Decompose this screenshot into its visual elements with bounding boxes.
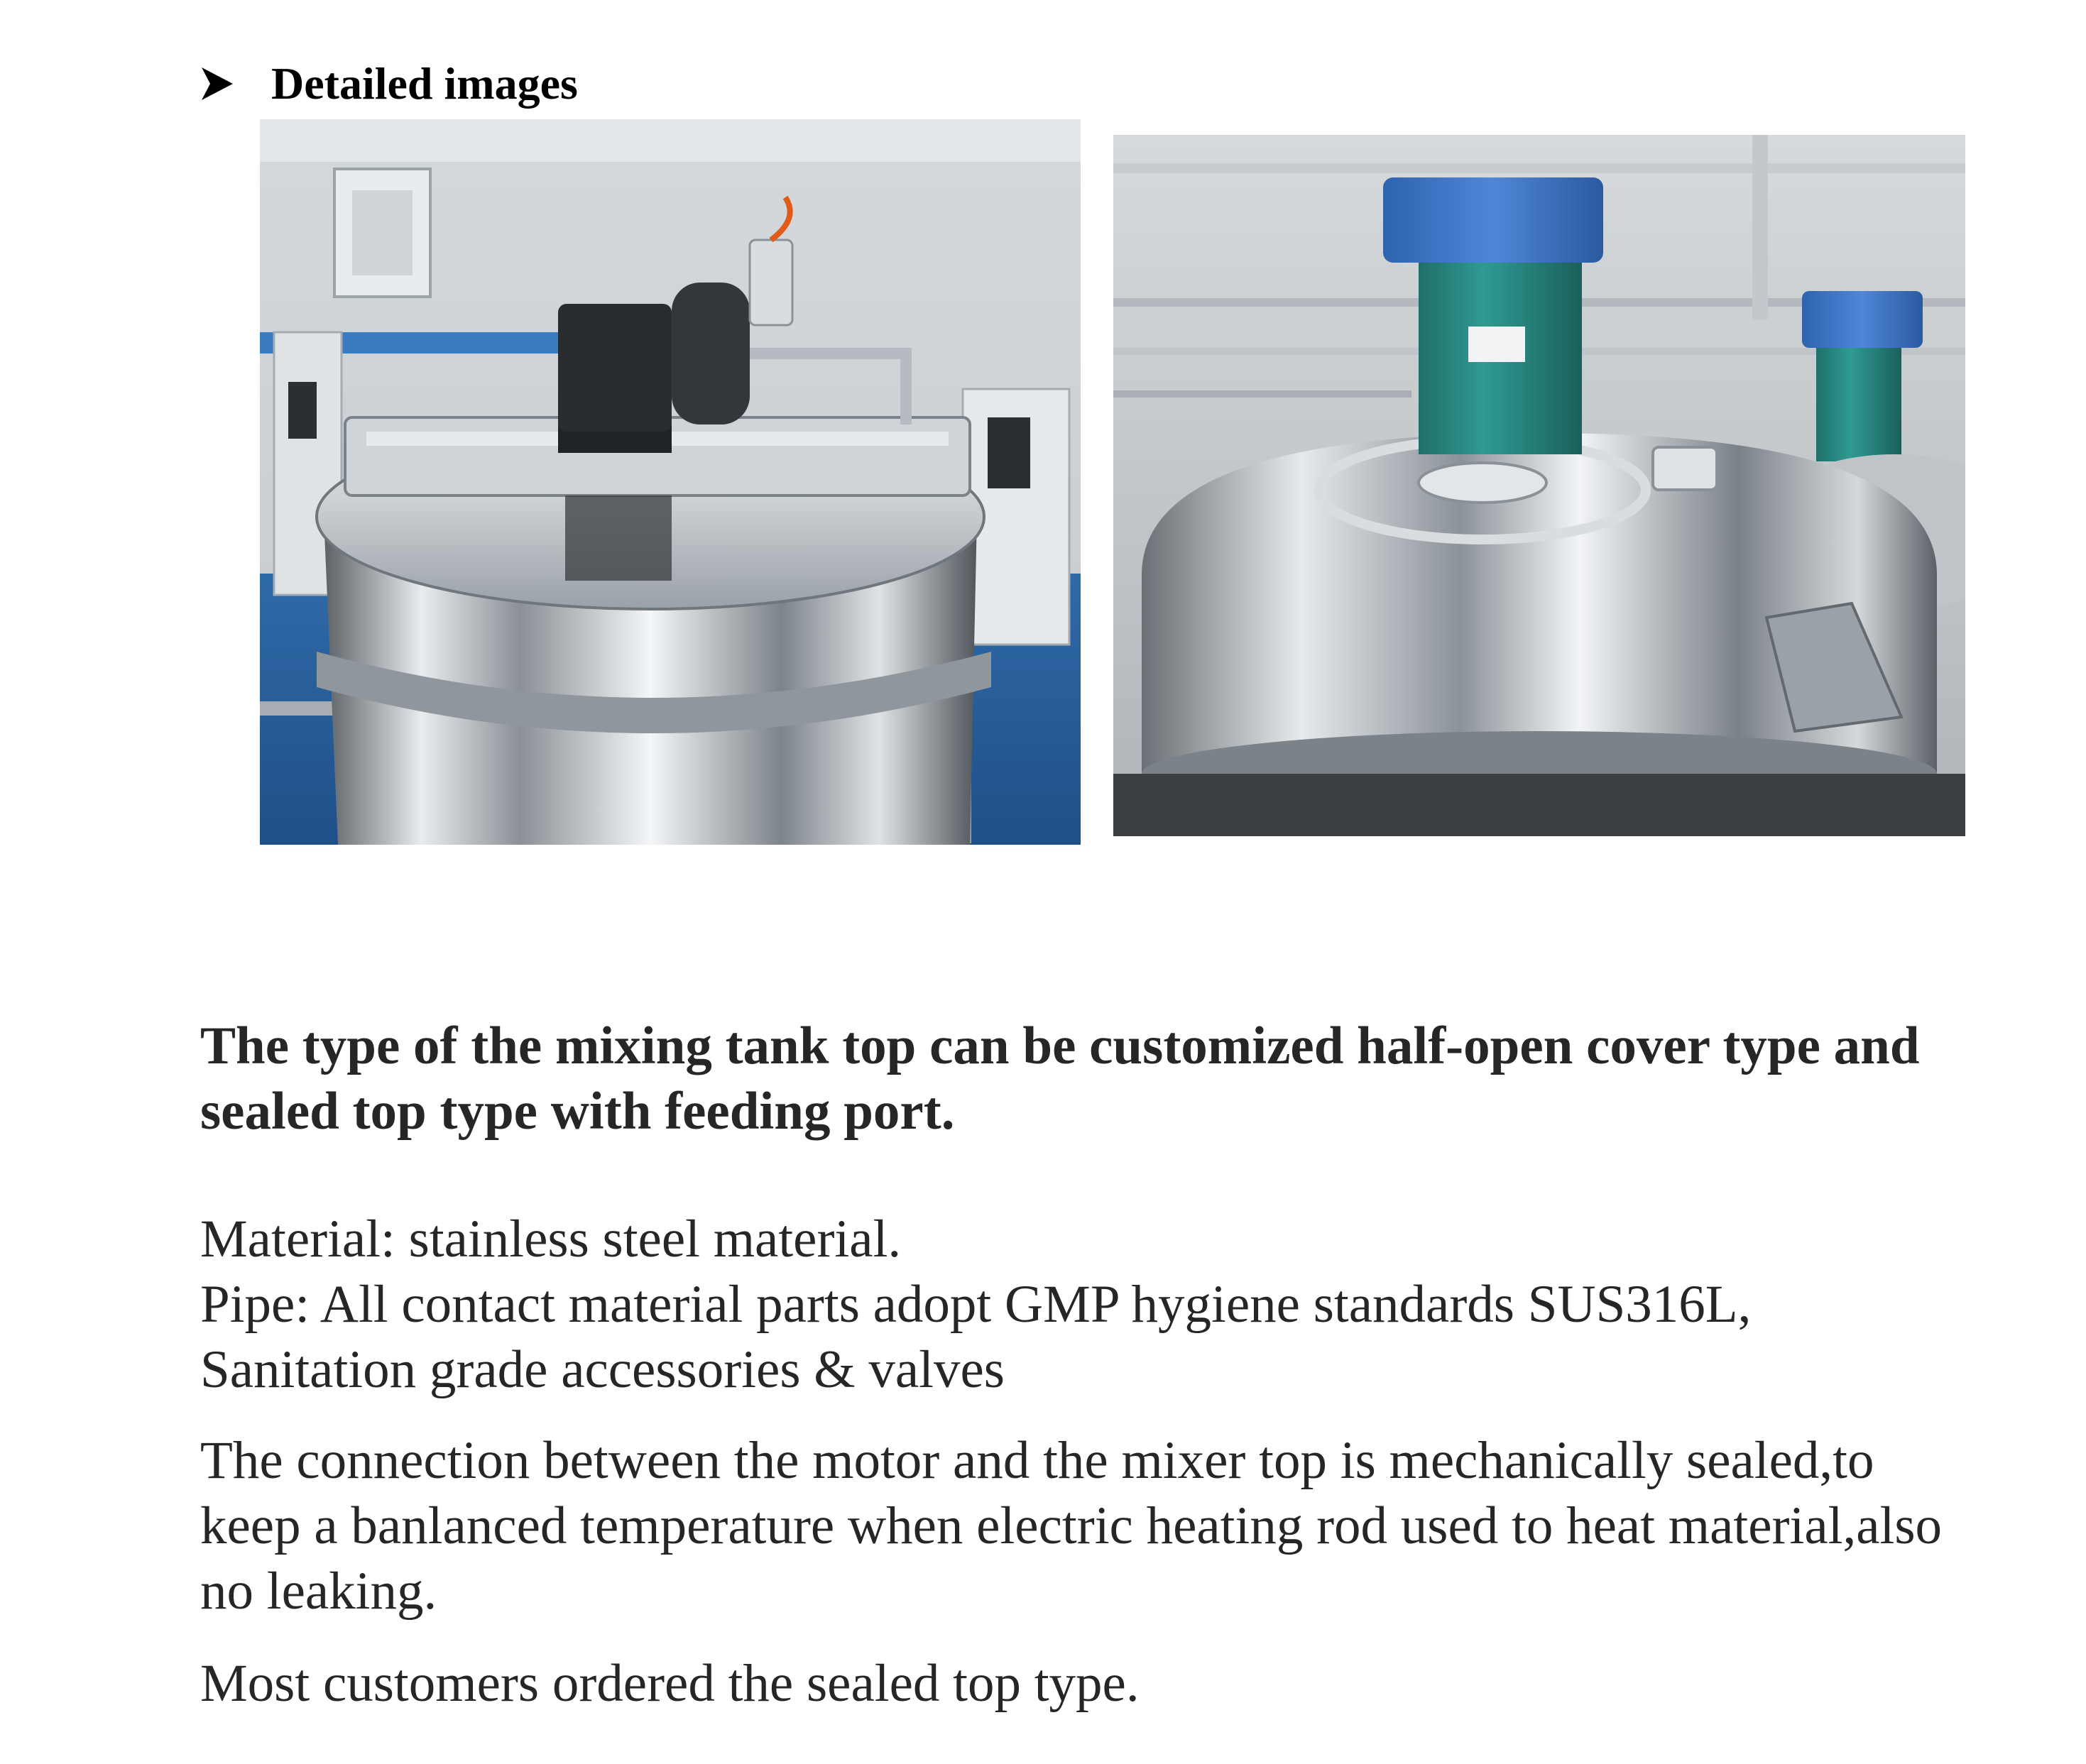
half-open-cover-tank-photo	[260, 119, 1081, 845]
specification-paragraph	[200, 1207, 1975, 1403]
section-header	[200, 55, 578, 112]
section-title: Detailed images	[271, 58, 578, 109]
arrow-right-icon	[200, 66, 234, 102]
customization-heading: The type of the mixing tank top can be customized half-open cover type and sealed top type with feeding port.	[200, 1017, 1920, 1141]
closing-line: Most customers ordered the sealed top type.	[200, 1654, 1140, 1713]
sealed-top-tank-photo	[1113, 135, 1965, 836]
material-line: Material: stainless steel material.	[200, 1210, 902, 1269]
connection-paragraph: The connection between the motor and the mixer top is mechanically sealed,to keep a banlanced temperature when electric heating rod used to heat material,also no leaking.	[200, 1431, 1943, 1621]
pipe-line: Pipe: All contact material parts adopt GMP hygiene standards SUS316L,	[200, 1275, 1752, 1334]
sanitation-line: Sanitation grade accessories & valves	[200, 1340, 1005, 1399]
